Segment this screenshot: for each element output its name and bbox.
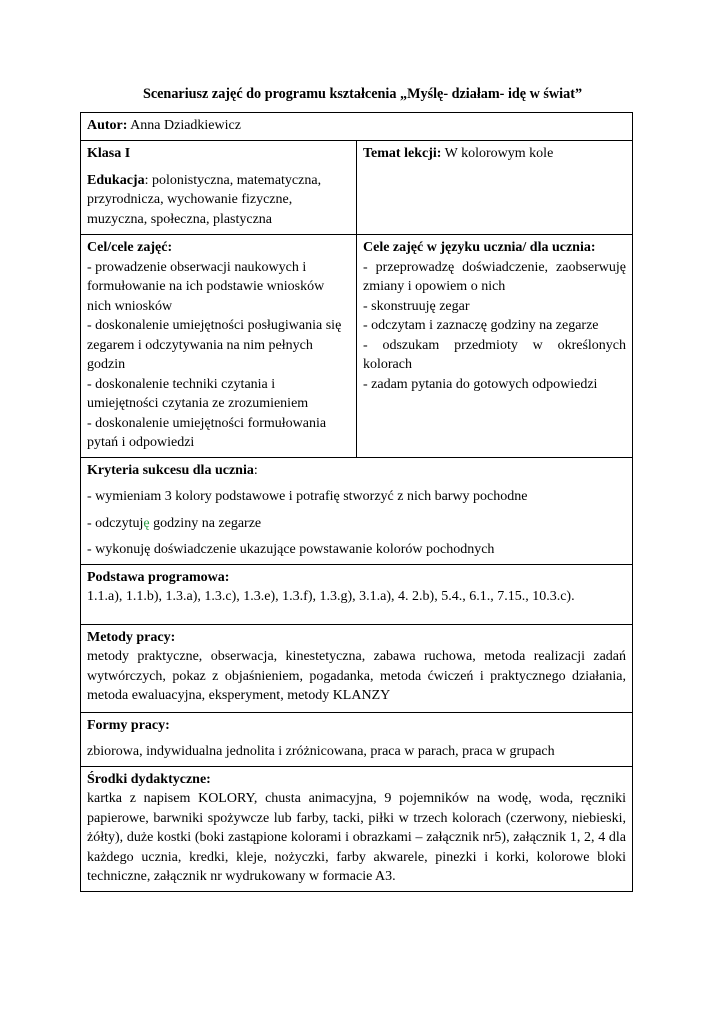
student-goal-item: - skonstruuję zegar bbox=[363, 298, 470, 314]
education-label: Edukacja bbox=[87, 172, 145, 188]
goal-item: - prowadzenie obserwacji naukowych i formułowanie na ich podstawie wniosków nich wniosków bbox=[87, 259, 325, 314]
student-goal-item: - zadam pytania do gotowych odpowiedzi bbox=[363, 376, 598, 392]
class-row bbox=[81, 141, 633, 235]
document-title: Scenariusz zajęć do programu kształcenia „Myślę- działam- idę w świat” bbox=[142, 86, 583, 102]
student-goal-item: - odszukam przedmioty w określonych kolorach bbox=[363, 337, 627, 372]
materials-label: Środki dydaktyczne: bbox=[87, 771, 211, 787]
lesson-plan-table bbox=[80, 112, 633, 892]
student-goals-cell bbox=[357, 235, 633, 458]
methods-row bbox=[81, 624, 633, 712]
materials-value: kartka z napisem KOLORY, chusta animacyjna, 9 pojemników na wodę, woda, ręczniki papierowe, barwniki spożywcze lub farby, tacki, piłki w trzech kolorach (czerwony, niebieski, żółty), duże kostki (boki zastąpione kolorami i obrazkami – załącznik nr5), załącznik 1, 2, 4 dla każdego ucznia, kredki, kleje, nożyczki, farby akwarele, pinezki i korki, kolorowe bloki techniczne, załącznik nr wydrukowany w formacie A3. bbox=[87, 791, 627, 884]
topic-value: W kolorowym kole bbox=[441, 146, 554, 161]
goals-cell bbox=[81, 235, 357, 458]
forms-cell bbox=[81, 712, 633, 766]
forms-label: Formy pracy: bbox=[87, 717, 170, 733]
goals-label: Cel/cele zajęć: bbox=[87, 240, 173, 255]
curriculum-value: 1.1.a), 1.1.b), 1.3.a), 1.3.c), 1.3.e), 1.3.f), 1.3.g), 3.1.a), 4. 2.b), 5.4., 6.1., 7.15., 10.3.c). bbox=[87, 589, 575, 604]
criteria-row bbox=[81, 457, 633, 564]
topic-label: Temat lekcji: bbox=[363, 146, 442, 161]
criteria-item-text: - odczytuj bbox=[87, 515, 144, 531]
student-goal-item: - przeprowadzę doświadczenie, zaobserwuję zmiany i opowiem o nich bbox=[363, 259, 627, 294]
student-goals-label: Cele zajęć w języku ucznia/ dla ucznia: bbox=[363, 240, 596, 255]
criteria-label: Kryteria sukcesu dla ucznia bbox=[87, 462, 254, 478]
criteria-item bbox=[87, 514, 626, 534]
materials-cell bbox=[81, 766, 633, 891]
author-row bbox=[81, 113, 633, 141]
forms-value: zbiorowa, indywidualna jednolita i zróżnicowana, praca w parach, praca w grupach bbox=[87, 744, 555, 759]
criteria-item: - wykonuję doświadczenie ukazujące powstawanie kolorów pochodnych bbox=[87, 542, 495, 557]
author-label: Autor: bbox=[87, 118, 128, 133]
goal-item: - doskonalenie umiejętności posługiwania się zegarem i odczytywania na nim pełnych godzin bbox=[87, 318, 342, 372]
criteria-colon: : bbox=[253, 462, 258, 478]
class-label: Klasa I bbox=[87, 146, 131, 161]
author-value: Anna Dziadkiewicz bbox=[127, 118, 241, 133]
methods-value: metody praktyczne, obserwacja, kinestetyczna, zabawa ruchowa, metoda realizacji zadań wytwórczych, pokaz z objaśnieniem, pogadanka, metoda ćwiczeń i praktycznego działania, metoda ewaluacyjna, eksperyment, metody KLANZY bbox=[87, 649, 627, 703]
class-cell bbox=[81, 141, 357, 235]
curriculum-row bbox=[81, 564, 633, 624]
author-cell bbox=[81, 113, 633, 141]
criteria-item-highlight: ę bbox=[143, 515, 150, 531]
criteria-item-text: godziny na zegarze bbox=[149, 515, 262, 531]
student-goal-item: - odczytam i zaznaczę godziny na zegarze bbox=[363, 318, 599, 333]
curriculum-label: Podstawa programowa: bbox=[87, 569, 230, 585]
criteria-item: - wymieniam 3 kolory podstawowe i potrafię stworzyć z nich barwy pochodne bbox=[87, 489, 528, 504]
methods-cell bbox=[81, 624, 633, 712]
forms-row bbox=[81, 712, 633, 766]
goal-item: - doskonalenie umiejętności formułowania pytań i odpowiedzi bbox=[87, 415, 327, 450]
methods-label: Metody pracy: bbox=[87, 629, 176, 645]
education-value: : polonistyczna, matematyczna, przyrodnicza, wychowanie fizyczne, muzyczna, społeczna, plastyczna bbox=[87, 172, 322, 227]
criteria-cell bbox=[81, 457, 633, 564]
goal-item: - doskonalenie techniki czytania i umiejętności czytania ze zrozumieniem bbox=[87, 376, 309, 411]
materials-row bbox=[81, 766, 633, 891]
curriculum-cell bbox=[81, 564, 633, 624]
topic-cell bbox=[357, 141, 633, 235]
goals-row bbox=[81, 235, 633, 458]
